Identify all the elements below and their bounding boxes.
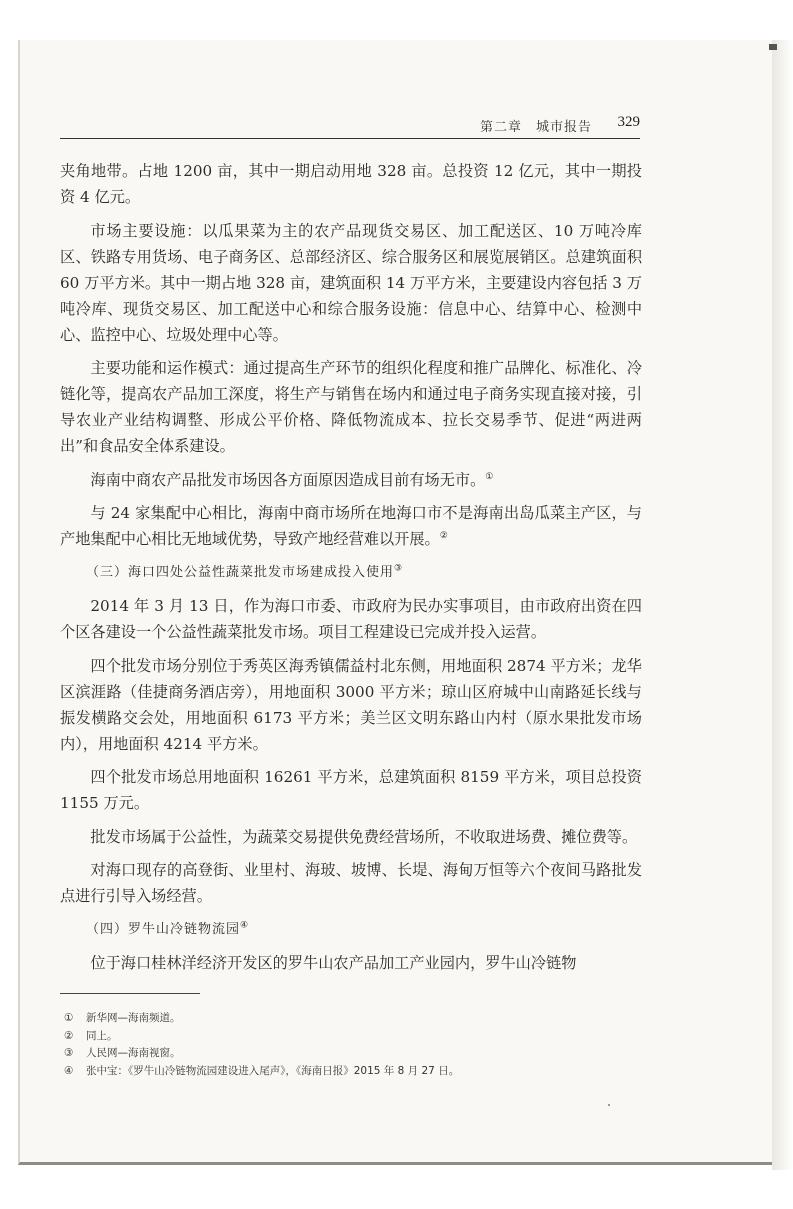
paragraph: 对海口现存的高登街、业里村、海玻、坡博、长堤、海甸万恒等六个夜间马路批发点进行引导入场经营。 (60, 861, 642, 905)
subsection-heading (60, 560, 642, 586)
footnote-ref: ① (485, 471, 494, 482)
footnote-mark: ② (64, 1029, 74, 1042)
footnote-text: 张中宝：《罗牛山冷链物流园建设进入尾声》，《海南日报》2015 年 8 月 27 日。 (86, 1064, 460, 1077)
footnote-text: 新华网—海南频道。 (86, 1012, 181, 1024)
running-header (60, 114, 640, 139)
footnote (64, 1010, 644, 1028)
footnote-mark: ④ (64, 1064, 74, 1077)
scan-speck (608, 1104, 610, 1106)
heading-text: （四）罗牛山冷链物流园 (86, 921, 241, 937)
footnote-text: 同上。 (86, 1029, 118, 1042)
footnote (64, 1045, 644, 1063)
paragraph-text: 海南中商农产品批发市场因各方面原因造成目前有场无市。 (90, 470, 486, 489)
footnote-divider (60, 993, 200, 994)
paragraph-text: 与 24 家集配中心相比，海南中商市场所在地海口市不是海南出岛瓜菜主产区，与产地集配中心相比无地域优势，导致产地经营难以开展。 (60, 504, 642, 548)
footnote-mark: ① (64, 1012, 74, 1024)
paragraph (60, 467, 642, 493)
chapter-title: 第二章 城市报告 (479, 120, 592, 135)
footnote (64, 1028, 644, 1046)
footnote-ref: ③ (394, 563, 404, 574)
body-text (60, 158, 642, 984)
page-number: 329 (617, 114, 640, 130)
paragraph: 主要功能和运作模式：通过提高生产环节的组织化程度和推广品牌化、标准化、冷链化等，提高农产品加工深度，将生产与销售在场内和通过电子商务实现直接对接，引导农业产业结构调整、形成公平价格、降低物流成本、拉长交易季节、促进“两进两出”和食品安全体系建设。 (60, 359, 642, 455)
scan-mark (769, 44, 777, 50)
footnote-text: 人民网—海南视窗。 (86, 1047, 181, 1059)
page-edge (772, 40, 793, 1170)
footnote-mark: ③ (64, 1047, 74, 1059)
paragraph: 四个批发市场分别位于秀英区海秀镇儒益村北东侧，用地面积 2874 平方米；龙华区滨涯路（佳捷商务酒店旁），用地面积 3000 平方米；琼山区府城中山南路延长线与振发横路交会处，用地面积 6173 平方米；美兰区文明东路山内村（原水果批发市场内），用地面积 4214 平方米。 (60, 656, 642, 753)
paragraph: 市场主要设施：以瓜果菜为主的农产品现货交易区、加工配送区、10 万吨冷库区、铁路专用货场、电子商务区、总部经济区、综合服务区和展览展销区。总建筑面积 60 万平方米。其中一期占地 328 亩，建筑面积 14 万平方米，主要建设内容包括 3 万吨冷库、现货交易区、加工配送中心和综合服务设施：信息中心、结算中心、检测中心、监控中心、垃圾处理中心等。 (60, 221, 642, 344)
paragraph: 位于海口桂林洋经济开发区的罗牛山农产品加工产业园内，罗牛山冷链物 (90, 954, 577, 972)
paragraph: 批发市场属于公益性，为蔬菜交易提供免费经营场所，不收取进场费、摊位费等。 (90, 827, 638, 846)
paragraph: 四个批发市场总用地面积 16261 平方米，总建筑面积 8159 平方米，项目总投资 1155 万元。 (60, 768, 642, 812)
paragraph (60, 500, 642, 552)
paragraph: 夹角地带。占地 1200 亩，其中一期启动用地 328 亩。总投资 12 亿元，其中一期投资 4 亿元。 (60, 162, 642, 206)
footnote-ref: ④ (240, 920, 250, 931)
footnote-ref: ② (439, 530, 448, 541)
footnote (64, 1063, 644, 1081)
paragraph: 2014 年 3 月 13 日，作为海口市委、市政府为民办实事项目，由市政府出资在四个区各建设一个公益性蔬菜批发市场。项目工程建设已完成并投入运营。 (60, 597, 642, 641)
footnotes (64, 1010, 644, 1080)
heading-text: （三）海口四处公益性蔬菜批发市场建成投入使用 (86, 564, 395, 580)
subsection-heading (60, 917, 642, 943)
